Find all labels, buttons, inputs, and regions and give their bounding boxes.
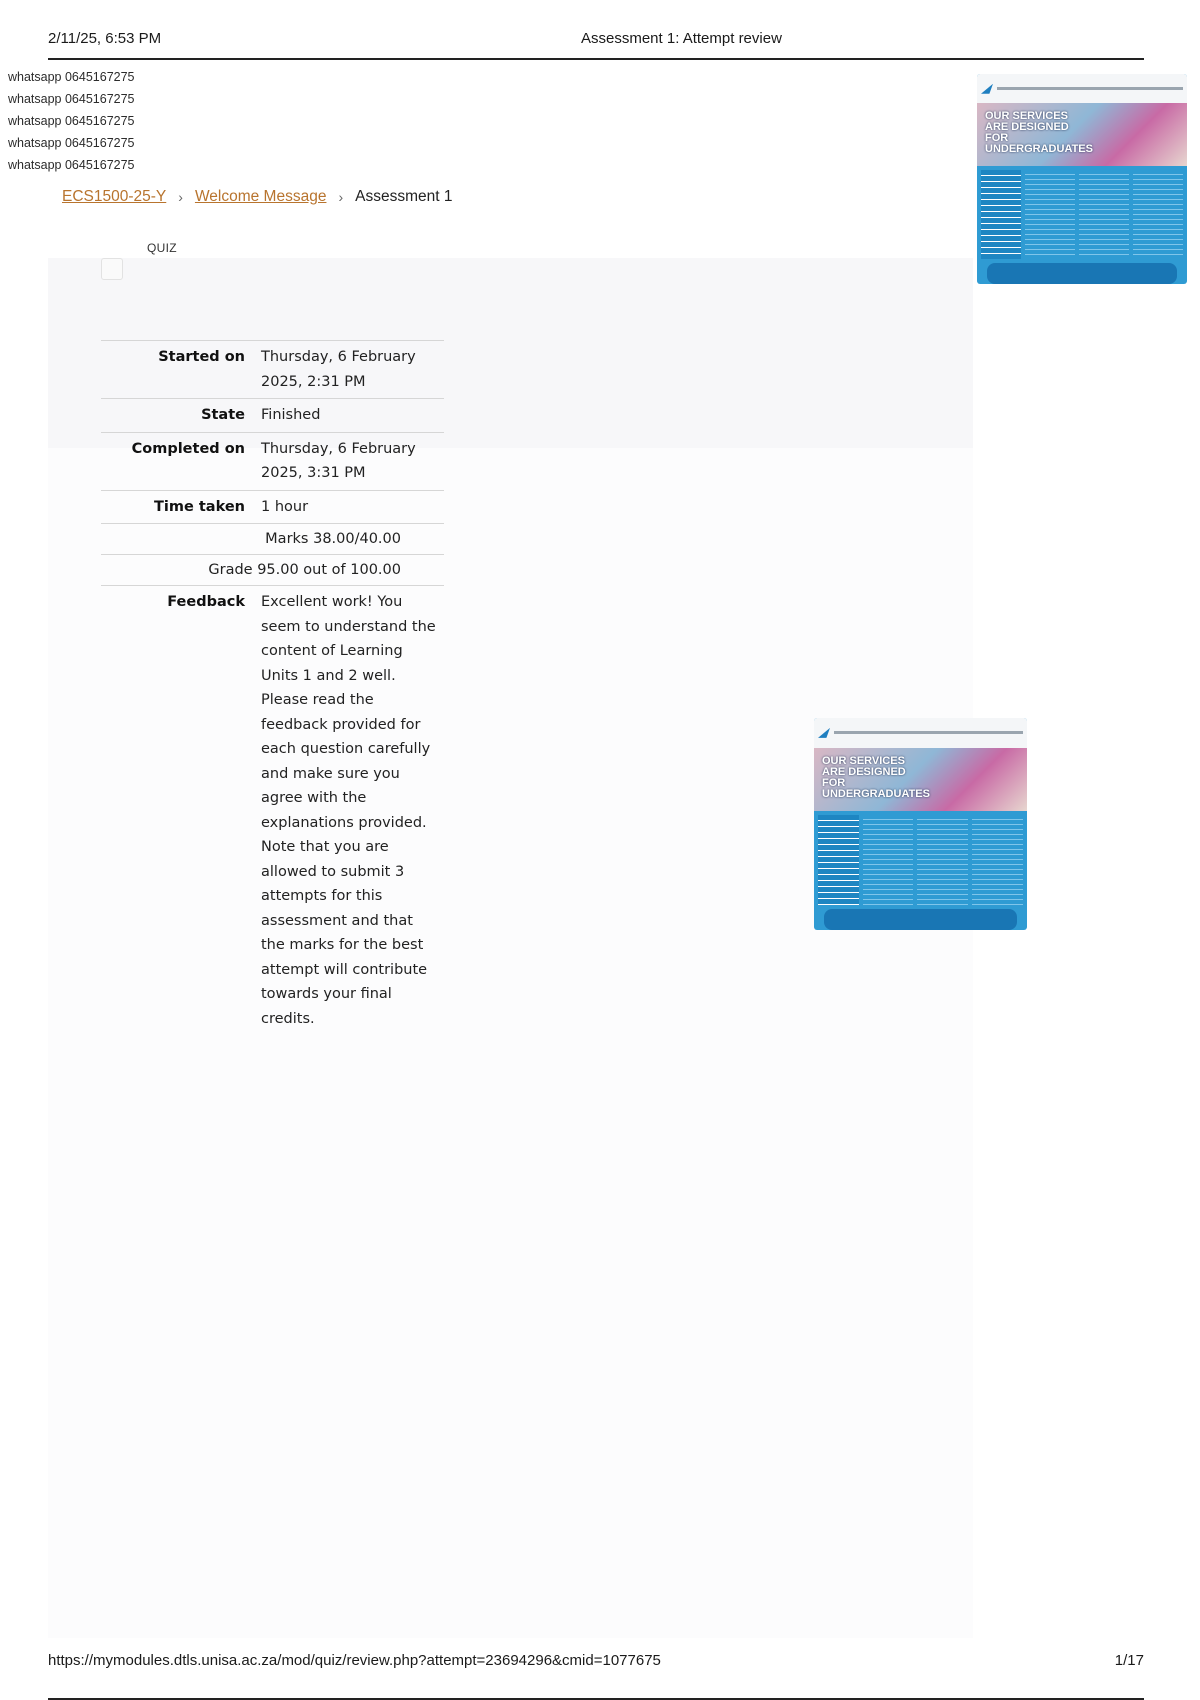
table-row [101,399,444,433]
quiz-icon [101,258,123,280]
watermark-text: whatsapp 0645167275 [8,114,135,128]
breadcrumb-course-link[interactable]: ECS1500-25-Y [62,188,167,205]
attempt-summary-table [101,340,444,1035]
feedback-label: Feedback [167,594,245,610]
table-row [101,586,444,1036]
watermark-text: whatsapp 0645167275 [8,136,135,150]
watermark-list [8,66,135,176]
print-title: Assessment 1: Attempt review [581,30,782,47]
watermark-text: whatsapp 0645167275 [8,92,135,106]
table-row [101,341,444,399]
time-taken-label: Time taken [154,498,245,515]
completed-label: Completed on [131,440,245,457]
time-taken-value: 1 hour [261,498,309,515]
started-label: Started on [158,349,245,365]
print-header [48,30,1144,60]
ad-headline: OUR SERVICES ARE DESIGNED FOR UNDERGRADUATES [822,754,930,800]
watermark-text: whatsapp 0645167275 [8,158,135,172]
chevron-right-icon: › [338,189,344,205]
started-value: Thursday, 6 February 2025, 2:31 PM [261,349,416,390]
breadcrumb-section-link[interactable]: Welcome Message [194,188,327,205]
watermark-text: whatsapp 0645167275 [8,70,135,84]
breadcrumb-current: Assessment 1 [355,188,453,205]
logo-icon [818,728,830,738]
grade-value: Grade 95.00 out of 100.00 [208,562,401,578]
advertisement-image [977,74,1187,284]
page-url: https://mymodules.dtls.unisa.ac.za/mod/quiz/review.php?attempt=23694296&cmid=1077675 [48,1652,661,1669]
breadcrumb [62,188,452,206]
table-row [101,432,444,490]
completed-value: Thursday, 6 February 2025, 3:31 PM [261,440,416,481]
table-row [101,524,444,555]
print-footer [48,1652,1144,1700]
feedback-value: Excellent work! You seem to understand the content of Learning Units 1 and 2 well. Please read the feedback provided for each question carefully and make sure you agree with the explanations provided. Note that you are allowed to submit 3 attempts for this assessment and that the marks for the best attempt will contribute towards your final credits. [261,594,436,1027]
logo-icon [981,84,993,94]
activity-type-label: QUIZ [147,241,177,255]
table-row [101,490,444,524]
print-date: 2/11/25, 6:53 PM [48,30,162,47]
table-row [101,555,444,586]
chevron-right-icon: › [178,189,183,205]
state-label: State [201,407,245,423]
state-value: Finished [261,407,321,423]
page-number: 1/17 [1114,1652,1144,1669]
ad-headline: OUR SERVICES ARE DESIGNED FOR UNDERGRADUATES [985,110,1093,156]
advertisement-image [814,718,1027,930]
marks-value: Marks 38.00/40.00 [265,531,401,547]
